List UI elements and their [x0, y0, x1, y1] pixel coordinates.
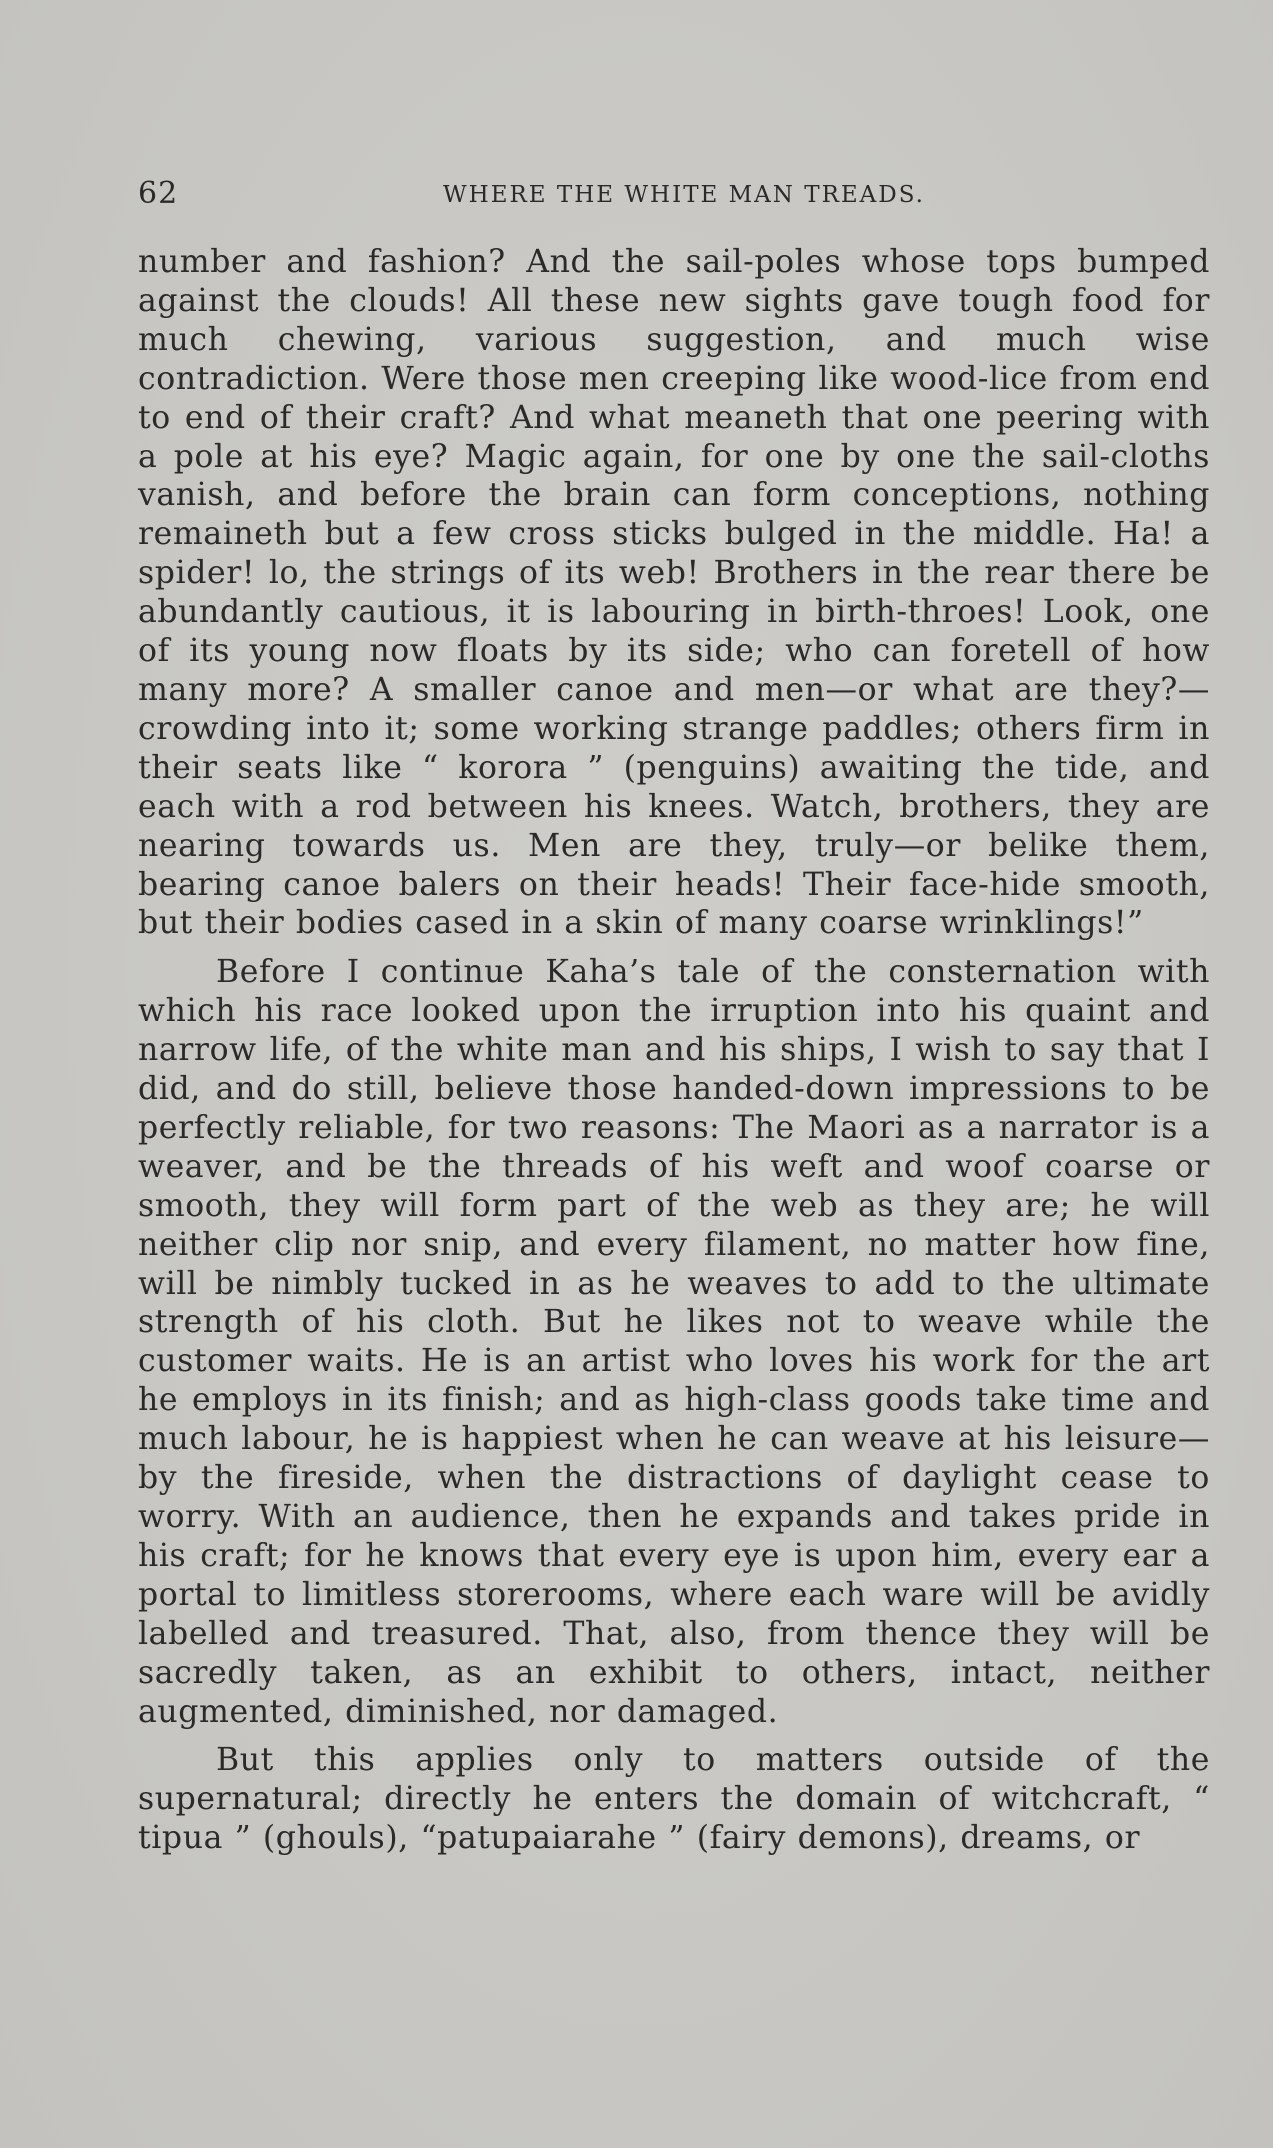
body-text: [138, 243, 1210, 1858]
page-number: 62: [138, 176, 179, 211]
paragraph: But this applies only to matters outside of the supernatural; directly he enters the domain of witchcraft, “ tipua ” (ghouls), “patupaiarahe ” (fairy demons), dreams, or: [138, 1742, 1210, 1857]
paragraph: Before I continue Kaha’s tale of the consternation with which his race looked upon the irruption into his quaint and narrow life, of the white man and his ships, I wish to say that I did, and do still, believe those handed-down impressions to be perfectly reliable, for two reasons: The Maori as a narrator is a weaver, and be the threads of his weft and woof coarse or smooth, they will form part of the web as they are; he will neither clip nor snip, and every filament, no matter how fine, will be nimbly tucked in as he weaves to add to the ultimate strength of his cloth. But he likes not to weave while the customer waits. He is an artist who loves his work for the art he employs in its finish; and as high-class goods take time and much labour, he is happiest when he can weave at his leisure—by the fireside, when the distractions of daylight cease to worry. With an audience, then he expands and takes pride in his craft; for he knows that every eye is upon him, every ear a portal to limitless storerooms, where each ware will be avidly labelled and treasured. That, also, from thence they will be sacredly taken, as an exhibit to others, intact, neither augmented, diminished, nor damaged.: [138, 954, 1210, 1730]
paragraph-continuation: number and fashion? And the sail-poles whose tops bumped against the clouds! All these new sights gave tough food for much chewing, various suggestion, and much wise contradiction. Were those men creeping like wood-lice from end to end of their craft? And what meaneth that one peering with a pole at his eye? Magic again, for one by one the sail-cloths vanish, and before the brain can form conceptions, nothing remaineth but a few cross sticks bulged in the middle. Ha! a spider! lo, the strings of its web! Brothers in the rear there be abundantly cautious, it is labouring in birth-throes! Look, one of its young now floats by its side; who can foretell of how many more? A smaller canoe and men—or what are they?—crowding into it; some working strange paddles; others firm in their seats like “ korora ” (penguins) awaiting the tide, and each with a rod between his knees. Watch, brothers, they are nearing towards us. Men are they, truly—or belike them, bearing canoe balers on their heads! Their face-hide smooth, but their bodies cased in a skin of many coarse wrinklings!”: [138, 244, 1210, 942]
running-title: WHERE THE WHITE MAN TREADS.: [443, 182, 925, 208]
page-header: [138, 172, 1210, 220]
